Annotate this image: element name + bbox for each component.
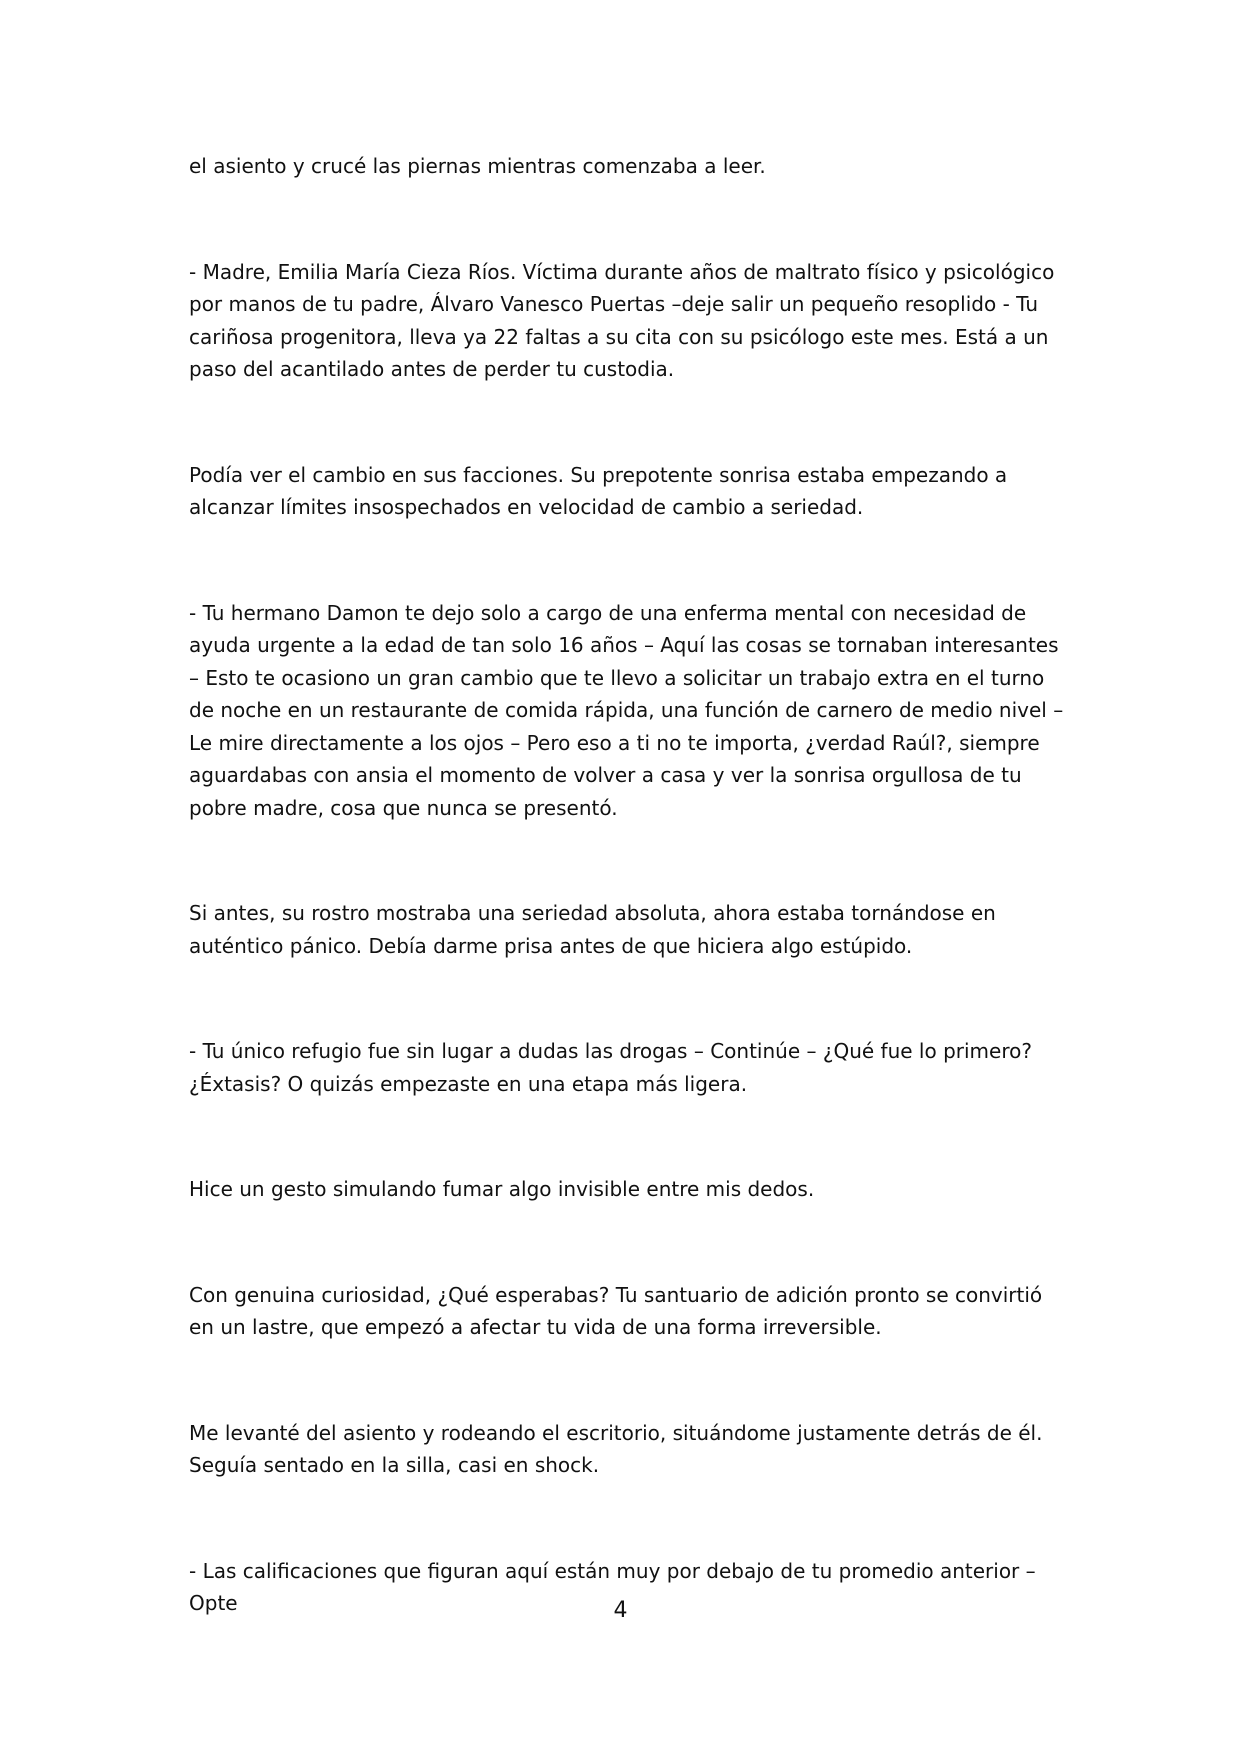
paragraph-3: Podía ver el cambio en sus facciones. Su prepotente sonrisa estaba empezando a alcanzar límites insospechados en velocidad de cambio a seriedad. xyxy=(189,462,1008,519)
paragraph-2: - Madre, Emilia María Cieza Ríos. Víctima durante años de maltrato físico y psicológico por manos de tu padre, Álvaro Vanesco Puertas –deje salir un pequeño resoplido - Tu cariñosa progenitora, lleva ya 22 faltas a su cita con su psicólogo este mes. Está a un paso del acantilado antes de perder tu custodia. xyxy=(189,259,1055,381)
document-body xyxy=(189,150,1069,1620)
paragraph-7: Hice un gesto simulando fumar algo invisible entre mis dedos. xyxy=(189,1177,815,1201)
paragraph-10: - Las calificaciones que figuran aquí están muy por debajo de tu promedio anterior – Opte xyxy=(189,1558,1036,1615)
paragraph-5: Si antes, su rostro mostraba una seriedad absoluta, ahora estaba tornándose en auténtico pánico. Debía darme prisa antes de que hiciera algo estúpido. xyxy=(189,901,996,958)
paragraph-9: Me levanté del asiento y rodeando el escritorio, situándome justamente detrás de él. Seguía sentado en la silla, casi en shock. xyxy=(189,1420,1043,1477)
paragraph-6: - Tu único refugio fue sin lugar a dudas las drogas – Continúe – ¿Qué fue lo primero? ¿Éxtasis? O quizás empezaste en una etapa más ligera. xyxy=(189,1039,1032,1096)
paragraph-4: - Tu hermano Damon te dejo solo a cargo de una enferma mental con necesidad de ayuda urgente a la edad de tan solo 16 años – Aquí las cosas se tornaban interesantes – Esto te ocasiono un gran cambio que te llevo a solicitar un trabajo extra en el turno de noche en un restaurante de comida rápida, una función de carnero de medio nivel – Le mire directamente a los ojos – Pero eso a ti no te importa, ¿verdad Raúl?, siempre aguardabas con ansia el momento de volver a casa y ver la sonrisa orgullosa de tu pobre madre, cosa que nunca se presentó. xyxy=(189,600,1064,820)
paragraph-1: el asiento y crucé las piernas mientras comenzaba a leer. xyxy=(189,154,766,178)
page-number: 4 xyxy=(613,1598,628,1623)
paragraph-8: Con genuina curiosidad, ¿Qué esperabas? Tu santuario de adición pronto se convirtió en un lastre, que empezó a afectar tu vida de una forma irreversible. xyxy=(189,1282,1043,1339)
